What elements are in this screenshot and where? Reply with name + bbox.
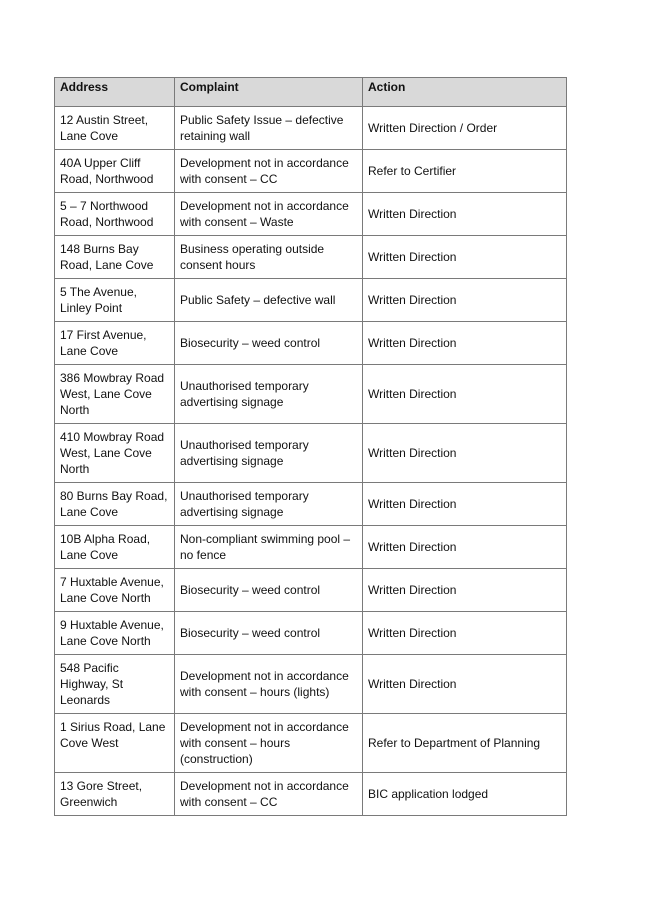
- address-cell: 410 Mowbray Road West, Lane Cove North: [55, 424, 175, 483]
- address-cell: 548 Pacific Highway, St Leonards: [55, 655, 175, 714]
- table-row: [55, 107, 567, 150]
- complaint-cell: Non-compliant swimming pool – no fence: [175, 526, 363, 569]
- action-cell: Refer to Certifier: [363, 150, 567, 193]
- table-row: [55, 714, 567, 773]
- action-cell: Written Direction: [363, 322, 567, 365]
- action-cell: Written Direction: [363, 236, 567, 279]
- action-cell: Written Direction: [363, 365, 567, 424]
- complaint-cell: Unauthorised temporary advertising signage: [175, 483, 363, 526]
- action-cell: BIC application lodged: [363, 773, 567, 816]
- action-cell: Written Direction: [363, 655, 567, 714]
- table-row: [55, 526, 567, 569]
- address-cell: 80 Burns Bay Road, Lane Cove: [55, 483, 175, 526]
- action-cell: Written Direction: [363, 569, 567, 612]
- action-cell: Written Direction: [363, 526, 567, 569]
- table-row: [55, 236, 567, 279]
- address-cell: 13 Gore Street, Greenwich: [55, 773, 175, 816]
- address-cell: 148 Burns Bay Road, Lane Cove: [55, 236, 175, 279]
- header-action: Action: [363, 78, 567, 107]
- header-complaint: Complaint: [175, 78, 363, 107]
- action-cell: Written Direction / Order: [363, 107, 567, 150]
- action-cell: Refer to Department of Planning: [363, 714, 567, 773]
- table-header-row: [55, 78, 567, 107]
- table-row: [55, 193, 567, 236]
- table-row: [55, 773, 567, 816]
- complaint-cell: Biosecurity – weed control: [175, 612, 363, 655]
- complaint-cell: Biosecurity – weed control: [175, 322, 363, 365]
- address-cell: 5 The Avenue, Linley Point: [55, 279, 175, 322]
- complaint-cell: Development not in accordance with consent – hours (lights): [175, 655, 363, 714]
- table-row: [55, 322, 567, 365]
- complaint-cell: Development not in accordance with consent – CC: [175, 773, 363, 816]
- complaint-cell: Unauthorised temporary advertising signage: [175, 365, 363, 424]
- table-row: [55, 150, 567, 193]
- table-row: [55, 569, 567, 612]
- header-address: Address: [55, 78, 175, 107]
- complaint-cell: Public Safety – defective wall: [175, 279, 363, 322]
- complaint-cell: Development not in accordance with consent – Waste: [175, 193, 363, 236]
- complaint-cell: Biosecurity – weed control: [175, 569, 363, 612]
- table-row: [55, 483, 567, 526]
- action-cell: Written Direction: [363, 612, 567, 655]
- action-cell: Written Direction: [363, 424, 567, 483]
- complaint-cell: Public Safety Issue – defective retaining wall: [175, 107, 363, 150]
- address-cell: 17 First Avenue, Lane Cove: [55, 322, 175, 365]
- complaint-cell: Development not in accordance with consent – CC: [175, 150, 363, 193]
- table-row: [55, 279, 567, 322]
- complaint-cell: Development not in accordance with consent – hours (construction): [175, 714, 363, 773]
- action-cell: Written Direction: [363, 193, 567, 236]
- address-cell: 5 – 7 Northwood Road, Northwood: [55, 193, 175, 236]
- complaint-cell: Unauthorised temporary advertising signage: [175, 424, 363, 483]
- address-cell: 386 Mowbray Road West, Lane Cove North: [55, 365, 175, 424]
- action-cell: Written Direction: [363, 483, 567, 526]
- address-cell: 40A Upper Cliff Road, Northwood: [55, 150, 175, 193]
- table-row: [55, 655, 567, 714]
- table-row: [55, 365, 567, 424]
- table-row: [55, 424, 567, 483]
- complaint-cell: Business operating outside consent hours: [175, 236, 363, 279]
- address-cell: 1 Sirius Road, Lane Cove West: [55, 714, 175, 773]
- address-cell: 10B Alpha Road, Lane Cove: [55, 526, 175, 569]
- address-cell: 7 Huxtable Avenue, Lane Cove North: [55, 569, 175, 612]
- action-cell: Written Direction: [363, 279, 567, 322]
- address-cell: 12 Austin Street, Lane Cove: [55, 107, 175, 150]
- address-cell: 9 Huxtable Avenue, Lane Cove North: [55, 612, 175, 655]
- table-row: [55, 612, 567, 655]
- complaints-table: [54, 77, 567, 816]
